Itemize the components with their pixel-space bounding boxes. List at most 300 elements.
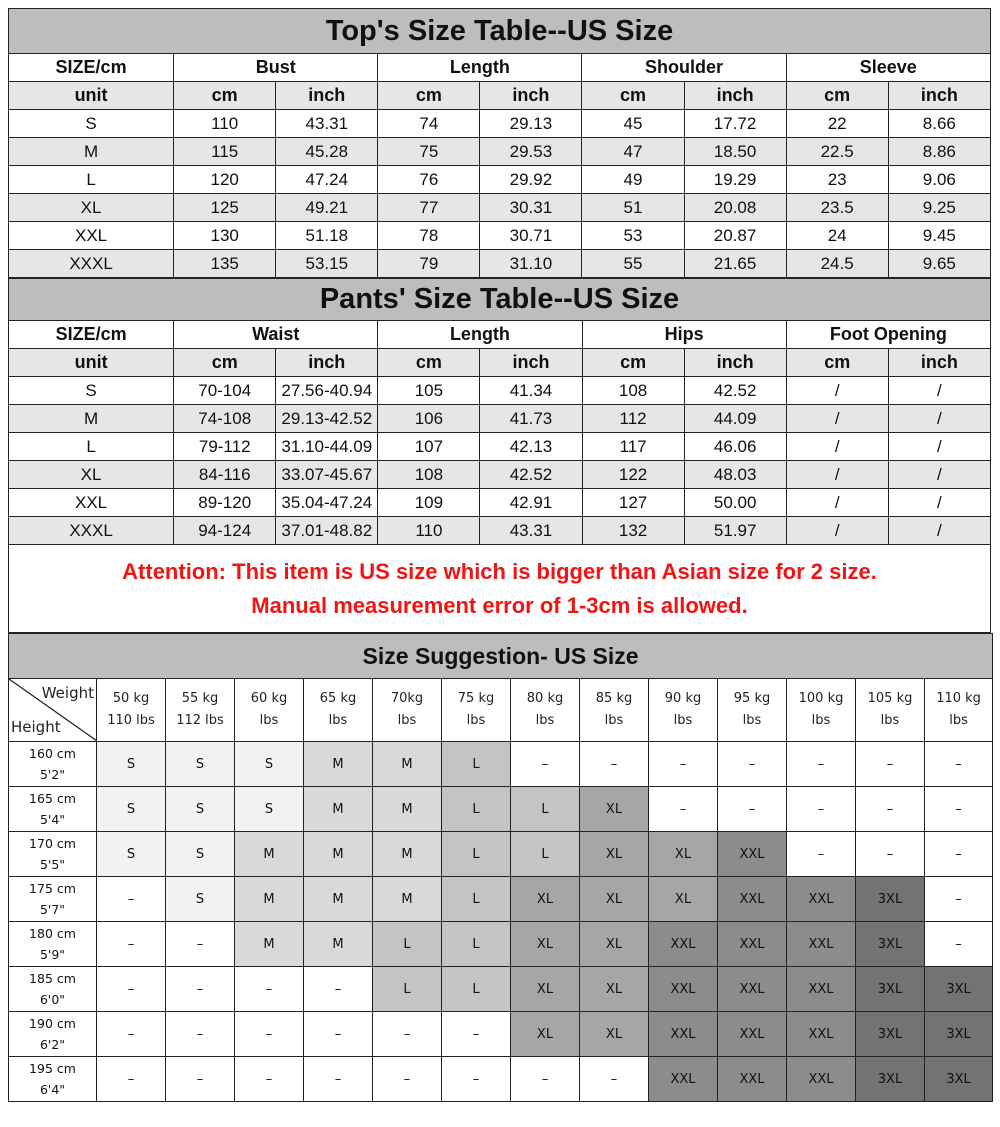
size-suggestion-cell: –	[856, 742, 925, 787]
corner-weight-label: Weight	[41, 684, 94, 702]
size-suggestion-cell: –	[166, 1012, 235, 1057]
pants-cell: 110	[378, 517, 480, 545]
size-suggestion-cell: –	[925, 922, 993, 967]
size-suggestion-cell: L	[442, 877, 511, 922]
pants-cell: /	[786, 405, 888, 433]
size-suggestion-cell: M	[373, 787, 442, 832]
tops-unit: cm	[786, 82, 888, 110]
weight-lbs: lbs	[535, 713, 555, 728]
size-suggestion-cell: –	[649, 742, 718, 787]
size-suggestion-cell: XXL	[649, 1057, 718, 1102]
size-suggestion-cell: –	[166, 1057, 235, 1102]
pants-size-label: XL	[9, 461, 174, 489]
table-row	[9, 166, 991, 194]
pants-cell: 37.01-48.82	[276, 517, 378, 545]
weight-header	[97, 679, 166, 742]
pants-size-label: L	[9, 433, 174, 461]
size-suggestion-cell: –	[787, 787, 856, 832]
weight-kg: 85 kg	[595, 691, 633, 706]
size-suggestion-cell: XL	[511, 1012, 580, 1057]
size-suggestion-cell: 3XL	[856, 922, 925, 967]
size-suggestion-cell: –	[856, 832, 925, 877]
size-suggestion-cell: XL	[511, 877, 580, 922]
pants-cell: 117	[582, 433, 684, 461]
size-suggestion-cell: 3XL	[925, 1012, 993, 1057]
size-suggestion-cell: XL	[580, 1012, 649, 1057]
tops-cell: 22	[786, 110, 888, 138]
size-suggestion-cell: –	[373, 1057, 442, 1102]
height-ft: 5'5"	[39, 857, 66, 872]
weight-lbs: 112 lbs	[176, 713, 224, 728]
tops-cell: 29.13	[480, 110, 582, 138]
size-suggestion-cell: –	[442, 1012, 511, 1057]
height-cm: 185 cm	[29, 971, 76, 986]
pants-cell: 107	[378, 433, 480, 461]
tops-cell: 20.87	[684, 222, 786, 250]
tops-header-length: Length	[378, 54, 582, 82]
weight-header	[580, 679, 649, 742]
suggestion-row	[9, 742, 993, 787]
pants-cell: 105	[378, 377, 480, 405]
size-suggestion-cell: M	[304, 742, 373, 787]
size-suggestion-cell: XL	[649, 832, 718, 877]
tops-cell: 110	[174, 110, 276, 138]
weight-height-corner	[9, 679, 97, 742]
tops-size-label: S	[9, 110, 174, 138]
table-row	[9, 110, 991, 138]
size-suggestion-cell: M	[373, 832, 442, 877]
height-ft: 6'2"	[39, 1037, 66, 1052]
tops-cell: 24	[786, 222, 888, 250]
pants-cell: 33.07-45.67	[276, 461, 378, 489]
pants-cell: 42.13	[480, 433, 582, 461]
size-suggestion-cell: 3XL	[856, 967, 925, 1012]
tops-cell: 24.5	[786, 250, 888, 278]
pants-unit: cm	[582, 349, 684, 377]
size-suggestion-cell: M	[304, 877, 373, 922]
tops-size-label: XXXL	[9, 250, 174, 278]
size-suggestion-cell: XL	[580, 787, 649, 832]
pants-cell: 108	[582, 377, 684, 405]
tops-cell: 53.15	[276, 250, 378, 278]
size-suggestion-cell: –	[925, 742, 993, 787]
suggestion-row	[9, 1012, 993, 1057]
table-row	[9, 517, 991, 545]
height-cm: 195 cm	[29, 1061, 76, 1076]
weight-lbs: lbs	[259, 713, 279, 728]
weight-kg: 110 kg	[936, 691, 981, 706]
suggestion-row	[9, 967, 993, 1012]
height-header	[9, 967, 97, 1012]
size-suggestion-cell: M	[235, 877, 304, 922]
table-row	[9, 489, 991, 517]
tops-cell: 55	[582, 250, 684, 278]
pants-size-table	[8, 278, 991, 545]
size-suggestion-cell: XXL	[649, 967, 718, 1012]
tops-cell: 8.86	[888, 138, 990, 166]
tops-cell: 47.24	[276, 166, 378, 194]
pants-header-foot-opening: Foot Opening	[786, 321, 990, 349]
size-suggestion-cell: S	[235, 742, 304, 787]
tops-unit: cm	[174, 82, 276, 110]
weight-header	[649, 679, 718, 742]
pants-cell: 94-124	[174, 517, 276, 545]
size-suggestion-cell: XXL	[787, 1012, 856, 1057]
size-suggestion-cell: L	[373, 967, 442, 1012]
tops-cell: 20.08	[684, 194, 786, 222]
tops-size-label: M	[9, 138, 174, 166]
pants-cell: /	[786, 433, 888, 461]
tops-cell: 49.21	[276, 194, 378, 222]
pants-size-label: XXXL	[9, 517, 174, 545]
size-suggestion-cell: –	[580, 1057, 649, 1102]
height-ft: 6'4"	[39, 1082, 66, 1097]
pants-cell: 109	[378, 489, 480, 517]
pants-cell: 122	[582, 461, 684, 489]
size-suggestion-cell: –	[511, 742, 580, 787]
size-suggestion-cell: M	[304, 832, 373, 877]
size-suggestion-cell: –	[97, 967, 166, 1012]
size-suggestion-cell: XL	[511, 967, 580, 1012]
pants-header-length: Length	[378, 321, 582, 349]
tops-cell: 9.06	[888, 166, 990, 194]
weight-lbs: lbs	[949, 713, 968, 728]
suggestion-row	[9, 832, 993, 877]
size-suggestion-cell: –	[235, 967, 304, 1012]
size-suggestion-cell: S	[166, 877, 235, 922]
tops-unit: cm	[378, 82, 480, 110]
size-suggestion-cell: S	[97, 832, 166, 877]
size-suggestion-cell: 3XL	[925, 967, 993, 1012]
pants-cell: /	[888, 433, 990, 461]
weight-kg: 100 kg	[798, 691, 844, 706]
height-cm: 180 cm	[29, 926, 76, 941]
size-suggestion-cell: –	[787, 742, 856, 787]
tops-cell: 29.53	[480, 138, 582, 166]
pants-header-size: SIZE/cm	[9, 321, 174, 349]
tops-cell: 115	[174, 138, 276, 166]
tops-cell: 43.31	[276, 110, 378, 138]
tops-cell: 78	[378, 222, 480, 250]
weight-kg: 65 kg	[319, 691, 357, 706]
size-suggestion-cell: 3XL	[856, 1057, 925, 1102]
pants-cell: 46.06	[684, 433, 786, 461]
tops-unit-row	[9, 82, 991, 110]
table-row	[9, 377, 991, 405]
height-header	[9, 1012, 97, 1057]
size-suggestion-cell: –	[304, 1012, 373, 1057]
height-ft: 6'0"	[39, 992, 66, 1007]
size-suggestion-cell: S	[97, 742, 166, 787]
tops-cell: 18.50	[684, 138, 786, 166]
tops-unit: inch	[888, 82, 990, 110]
weight-header	[787, 679, 856, 742]
pants-cell: 43.31	[480, 517, 582, 545]
tops-size-label: XL	[9, 194, 174, 222]
tops-cell: 45	[582, 110, 684, 138]
size-suggestion-cell: –	[718, 742, 787, 787]
tops-cell: 9.45	[888, 222, 990, 250]
tops-unit-label: unit	[9, 82, 174, 110]
height-header	[9, 877, 97, 922]
size-suggestion-cell: XXL	[787, 877, 856, 922]
pants-cell: 106	[378, 405, 480, 433]
pants-cell: 50.00	[684, 489, 786, 517]
weight-kg: 95 kg	[733, 691, 771, 706]
size-suggestion-cell: XXL	[787, 967, 856, 1012]
pants-cell: 70-104	[174, 377, 276, 405]
weight-header	[718, 679, 787, 742]
pants-cell: /	[786, 377, 888, 405]
size-suggestion-cell: L	[511, 787, 580, 832]
pants-cell: /	[786, 489, 888, 517]
suggestion-title: Size Suggestion- US Size	[9, 634, 993, 679]
suggestion-row	[9, 877, 993, 922]
table-row	[9, 461, 991, 489]
tops-cell: 23.5	[786, 194, 888, 222]
size-suggestion-cell: M	[304, 787, 373, 832]
tops-cell: 23	[786, 166, 888, 194]
pants-cell: /	[888, 461, 990, 489]
size-suggestion-cell: –	[856, 787, 925, 832]
tops-cell: 74	[378, 110, 480, 138]
size-suggestion-cell: XL	[580, 922, 649, 967]
pants-cell: 29.13-42.52	[276, 405, 378, 433]
weight-lbs: lbs	[742, 713, 762, 728]
pants-cell: 108	[378, 461, 480, 489]
size-chart	[8, 8, 991, 1102]
table-row	[9, 405, 991, 433]
weight-header	[304, 679, 373, 742]
pants-cell: /	[888, 405, 990, 433]
weight-header	[373, 679, 442, 742]
suggestion-row	[9, 787, 993, 832]
size-suggestion-cell: XXL	[718, 877, 787, 922]
pants-unit-label: unit	[9, 349, 174, 377]
pants-cell: 74-108	[174, 405, 276, 433]
pants-size-label: XXL	[9, 489, 174, 517]
height-cm: 175 cm	[29, 881, 76, 896]
pants-cell: 42.91	[480, 489, 582, 517]
pants-cell: /	[786, 461, 888, 489]
size-suggestion-cell: XXL	[718, 832, 787, 877]
tops-cell: 51.18	[276, 222, 378, 250]
pants-unit: inch	[684, 349, 786, 377]
pants-cell: 48.03	[684, 461, 786, 489]
height-cm: 190 cm	[29, 1016, 76, 1031]
weight-lbs: lbs	[397, 713, 417, 728]
size-suggestion-cell: XXL	[787, 922, 856, 967]
pants-cell: 127	[582, 489, 684, 517]
pants-cell: 42.52	[480, 461, 582, 489]
size-suggestion-cell: XXL	[718, 967, 787, 1012]
weight-lbs: 110 lbs	[107, 713, 155, 728]
pants-cell: 51.97	[684, 517, 786, 545]
size-suggestion-table	[8, 633, 993, 1102]
tops-cell: 30.31	[480, 194, 582, 222]
tops-cell: 77	[378, 194, 480, 222]
pants-cell: 112	[582, 405, 684, 433]
weight-lbs: lbs	[673, 713, 693, 728]
weight-header-row	[9, 679, 993, 742]
size-suggestion-cell: M	[235, 922, 304, 967]
pants-unit: inch	[480, 349, 582, 377]
height-ft: 5'4"	[39, 812, 66, 827]
table-row	[9, 222, 991, 250]
suggestion-row	[9, 922, 993, 967]
height-header	[9, 832, 97, 877]
tops-cell: 135	[174, 250, 276, 278]
size-suggestion-cell: –	[373, 1012, 442, 1057]
tops-cell: 8.66	[888, 110, 990, 138]
tops-header-sleeve: Sleeve	[786, 54, 990, 82]
tops-size-table	[8, 8, 991, 278]
pants-title: Pants' Size Table--US Size	[9, 279, 991, 321]
size-suggestion-cell: –	[97, 1057, 166, 1102]
tops-size-label: XXL	[9, 222, 174, 250]
size-suggestion-cell: L	[442, 832, 511, 877]
size-suggestion-cell: XXL	[787, 1057, 856, 1102]
pants-cell: 42.52	[684, 377, 786, 405]
tops-cell: 9.65	[888, 250, 990, 278]
size-suggestion-cell: XXL	[649, 1012, 718, 1057]
pants-unit: cm	[786, 349, 888, 377]
tops-unit: inch	[276, 82, 378, 110]
size-suggestion-cell: L	[442, 922, 511, 967]
size-suggestion-cell: –	[166, 967, 235, 1012]
weight-header	[442, 679, 511, 742]
weight-kg: 50 kg	[112, 691, 150, 706]
pants-cell: /	[888, 489, 990, 517]
weight-kg: 70kg	[390, 691, 424, 706]
size-suggestion-cell: M	[373, 742, 442, 787]
tops-cell: 22.5	[786, 138, 888, 166]
size-suggestion-cell: XL	[649, 877, 718, 922]
weight-header	[856, 679, 925, 742]
weight-header	[235, 679, 304, 742]
pants-cell: /	[786, 517, 888, 545]
size-suggestion-cell: L	[442, 787, 511, 832]
size-suggestion-cell: M	[235, 832, 304, 877]
size-suggestion-cell: XL	[580, 877, 649, 922]
height-header	[9, 742, 97, 787]
weight-kg: 105 kg	[867, 691, 913, 706]
size-suggestion-cell: XXL	[718, 1012, 787, 1057]
tops-cell: 76	[378, 166, 480, 194]
pants-unit-row	[9, 349, 991, 377]
pants-cell: 132	[582, 517, 684, 545]
weight-kg: 75 kg	[457, 691, 495, 706]
pants-cell: 89-120	[174, 489, 276, 517]
size-suggestion-cell: –	[304, 967, 373, 1012]
size-suggestion-cell: 3XL	[856, 1012, 925, 1057]
attention-line-2: Manual measurement error of 1-3cm is allowed.	[251, 593, 748, 618]
tops-cell: 29.92	[480, 166, 582, 194]
size-suggestion-cell: 3XL	[856, 877, 925, 922]
size-suggestion-cell: L	[442, 742, 511, 787]
tops-unit: inch	[480, 82, 582, 110]
tops-header-bust: Bust	[174, 54, 378, 82]
tops-cell: 31.10	[480, 250, 582, 278]
size-suggestion-cell: XL	[580, 967, 649, 1012]
size-suggestion-cell: XXL	[718, 1057, 787, 1102]
pants-cell: /	[888, 377, 990, 405]
size-suggestion-cell: –	[718, 787, 787, 832]
pants-header-hips: Hips	[582, 321, 786, 349]
tops-cell: 53	[582, 222, 684, 250]
tops-cell: 19.29	[684, 166, 786, 194]
tops-header-shoulder: Shoulder	[582, 54, 786, 82]
pants-cell: 41.34	[480, 377, 582, 405]
tops-header-row	[9, 54, 991, 82]
corner-height-label: Height	[11, 718, 61, 736]
weight-lbs: lbs	[604, 713, 624, 728]
size-suggestion-cell: S	[166, 742, 235, 787]
table-row	[9, 138, 991, 166]
height-header	[9, 922, 97, 967]
weight-lbs: lbs	[328, 713, 348, 728]
size-suggestion-cell: 3XL	[925, 1057, 993, 1102]
pants-cell: 27.56-40.94	[276, 377, 378, 405]
weight-header	[511, 679, 580, 742]
tops-size-label: L	[9, 166, 174, 194]
pants-cell: 31.10-44.09	[276, 433, 378, 461]
pants-cell: 35.04-47.24	[276, 489, 378, 517]
height-header	[9, 1057, 97, 1102]
tops-cell: 75	[378, 138, 480, 166]
tops-cell: 17.72	[684, 110, 786, 138]
tops-cell: 9.25	[888, 194, 990, 222]
tops-cell: 125	[174, 194, 276, 222]
height-ft: 5'7"	[39, 902, 66, 917]
size-suggestion-cell: –	[580, 742, 649, 787]
tops-cell: 51	[582, 194, 684, 222]
weight-kg: 55 kg	[181, 691, 219, 706]
size-suggestion-cell: S	[235, 787, 304, 832]
pants-unit: cm	[378, 349, 480, 377]
size-suggestion-cell: –	[235, 1057, 304, 1102]
pants-unit: inch	[276, 349, 378, 377]
size-suggestion-cell: –	[304, 1057, 373, 1102]
tops-cell: 21.65	[684, 250, 786, 278]
height-header	[9, 787, 97, 832]
size-suggestion-cell: –	[97, 1012, 166, 1057]
pants-size-label: S	[9, 377, 174, 405]
attention-notice	[8, 545, 991, 633]
size-suggestion-cell: M	[304, 922, 373, 967]
size-suggestion-cell: –	[925, 832, 993, 877]
tops-title: Top's Size Table--US Size	[9, 9, 991, 54]
tops-header-size: SIZE/cm	[9, 54, 174, 82]
suggestion-row	[9, 1057, 993, 1102]
weight-header	[166, 679, 235, 742]
size-suggestion-cell: L	[442, 967, 511, 1012]
tops-unit: inch	[684, 82, 786, 110]
pants-unit: inch	[888, 349, 990, 377]
size-suggestion-cell: XL	[511, 922, 580, 967]
tops-cell: 47	[582, 138, 684, 166]
weight-header	[925, 679, 993, 742]
tops-cell: 130	[174, 222, 276, 250]
height-ft: 5'9"	[39, 947, 66, 962]
weight-kg: 80 kg	[526, 691, 564, 706]
table-row	[9, 194, 991, 222]
pants-unit: cm	[174, 349, 276, 377]
pants-header-waist: Waist	[174, 321, 378, 349]
size-suggestion-cell: XL	[580, 832, 649, 877]
height-cm: 170 cm	[29, 836, 76, 851]
tops-cell: 49	[582, 166, 684, 194]
